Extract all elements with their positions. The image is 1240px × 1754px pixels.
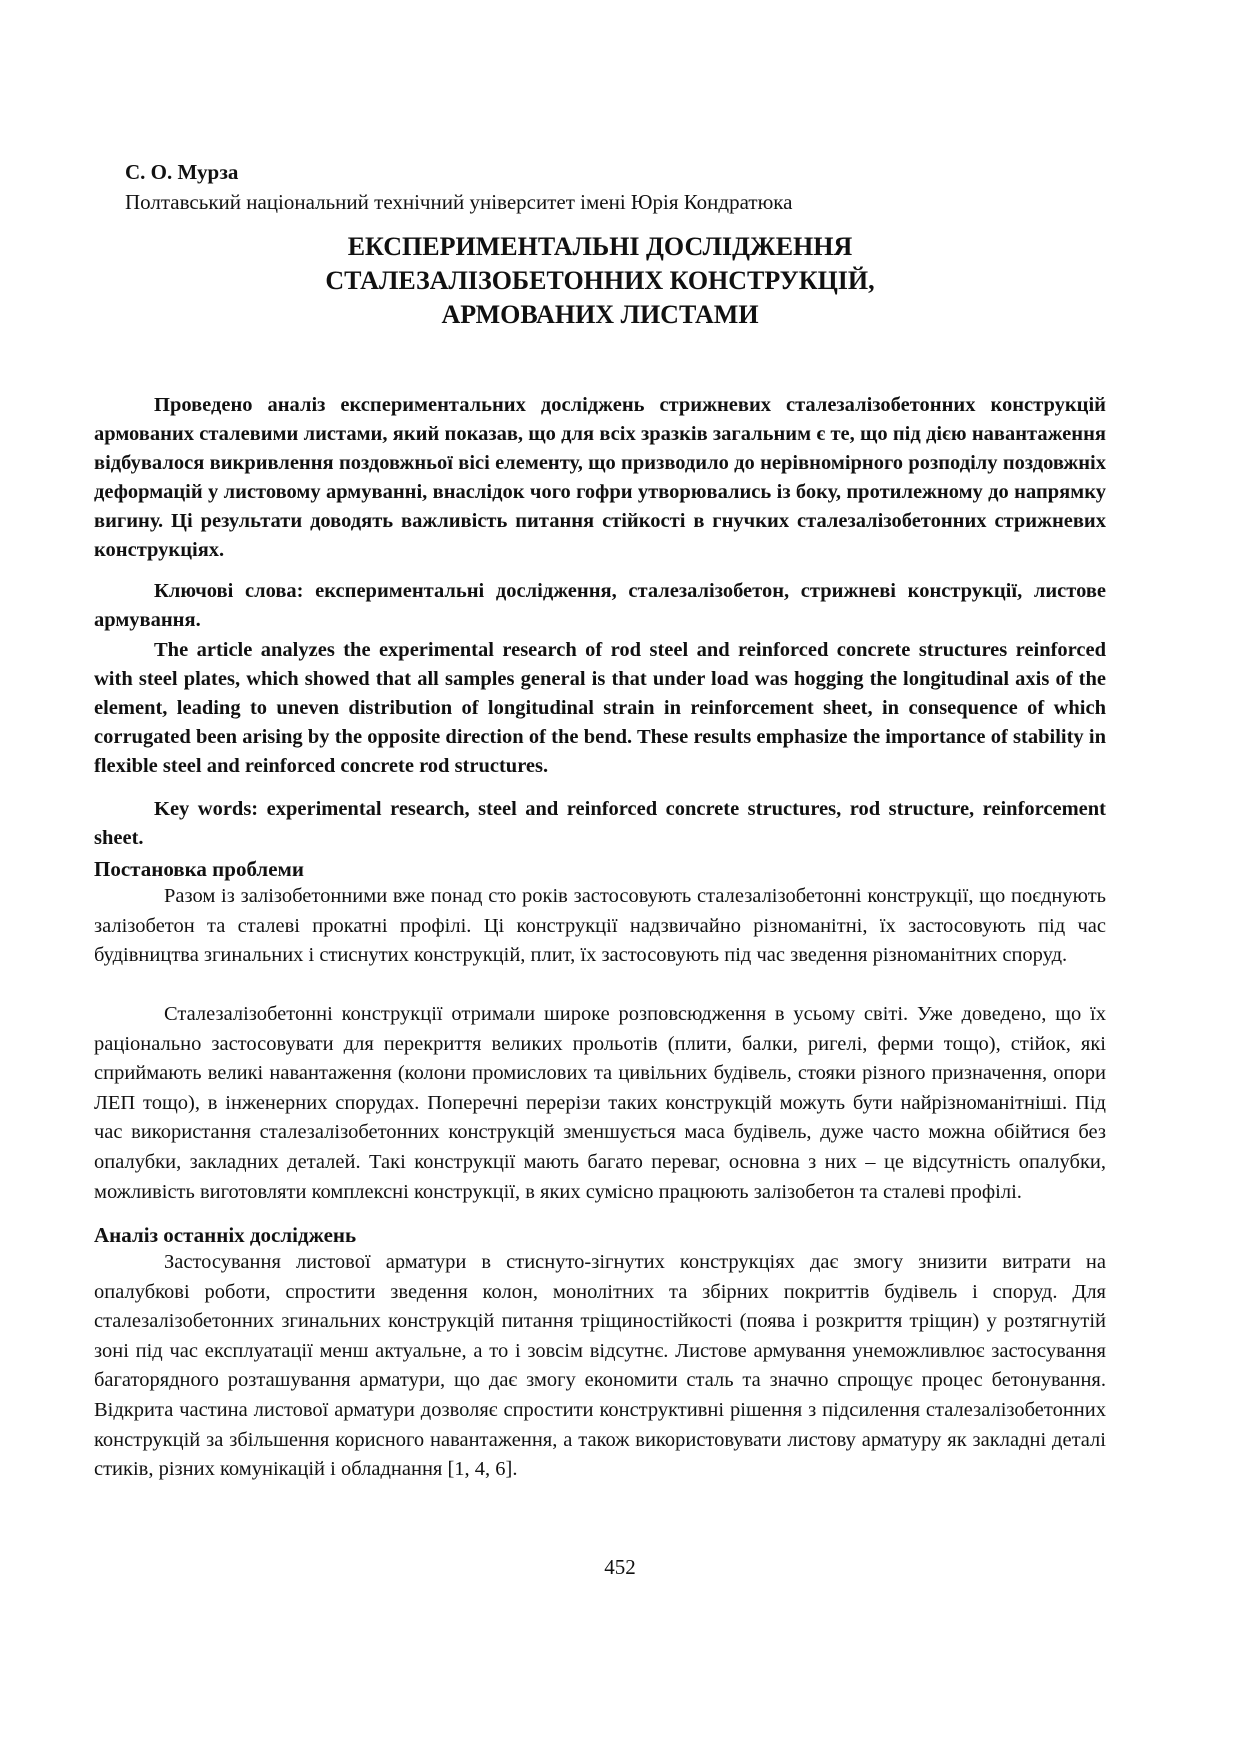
keywords-ukrainian: Ключові слова: експериментальні дослідження, сталезалізобетон, стрижневі конструкції, листове армування. [94, 580, 1106, 631]
abstract-ukrainian: Проведено аналіз експериментальних досліджень стрижневих сталезалізобетонних конструкцій армованих сталевими листами, який показав, що для всіх зразків загальним є те, що під дією навантаження відбувалося викривлення поздовжньої вісі елементу, що призводило до нерівномірного розподілу поздовжніх деформацій у листовому армуванні, внаслідок чого гофри утворювались із боку, протилежному до напрямку вигину. Ці результати доводять важливість питання стійкості в гнучких сталезалізобетонних стрижневих конструкціях. [94, 394, 1106, 561]
section-heading-problem: Постановка проблеми [94, 857, 304, 881]
body-paragraph: Сталезалізобетонні конструкції отримали широке розповсюдження в усьому світі. Уже доведено, що їх раціонально застосовувати для перекриття великих прольотів (плити, балки, ригелі, ферми тощо), стійок, які сприймають великі навантаження (колони промислових та цивільних будівель, стояки різного призначення, опори ЛЕП тощо), в інженерних спорудах. Поперечні перерізи таких конструкцій можуть бути найрізноманітніші. Під час використання сталезалізобетонних конструкцій зменшується маса будівель, дуже часто можна обійтися без опалубки, закладних деталей. Такі конструкції мають багато переваг, основна з них – це відсутність опалубки, можливість виготовляти комплексні конструкції, в яких сумісно працюють залізобетон та сталеві профілі. [94, 1003, 1106, 1203]
paper-title [94, 230, 1106, 332]
body-paragraph: Застосування листової арматури в стиснуто-зігнутих конструкціях дає змогу знизити витрати на опалубкові роботи, спростити зведення колон, монолітних та збірних покриттів будівель і споруд. Для сталезалізобетонних згинальних конструкцій питання тріщиностійкості (поява і розкриття тріщин) у розтягнутій зоні під час експлуатації менш актуальне, а то і зовсім відсутнє. Листове армування унеможливлює застосування багаторядного розташування арматури, що дає змогу економити сталь та значно спрощує процес бетонування. Відкрита частина листової арматури дозволяє спростити конструктивні рішення з підсилення сталезалізобетонних конструкцій за збільшення корисного навантаження, а також використовувати листову арматуру як закладні деталі стиків, різних комунікацій і обладнання [1, 4, 6]. [94, 1251, 1106, 1481]
keywords-english: Key words: experimental research, steel and reinforced concrete structures, rod structure, reinforcement sheet. [94, 798, 1106, 849]
author-name: С. О. Мурза [125, 160, 239, 184]
title-line-1: ЕКСПЕРИМЕНТАЛЬНІ ДОСЛІДЖЕННЯ [347, 232, 853, 261]
abstract-english: The article analyzes the experimental research of rod steel and reinforced concrete structures reinforced with steel plates, which showed that all samples general is that under load was hogging the longitudinal axis of the element, leading to uneven distribution of longitudinal strain in reinforcement sheet, in consequence of which corrugated been arising by the opposite direction of the bend. These results emphasize the importance of stability in flexible steel and reinforced concrete rod structures. [94, 639, 1106, 777]
body-paragraph: Разом із залізобетонними вже понад сто років застосовують сталезалізобетонні конструкції, що поєднують залізобетон та сталеві прокатні профілі. Ці конструкції надзвичайно різноманітні, їх застосовують під час будівництва згинальних і стиснутих конструкцій, плит, їх застосовують під час зведення різноманітних споруд. [94, 885, 1106, 967]
author-affiliation: Полтавський національний технічний університет імені Юрія Кондратюка [125, 190, 793, 214]
section-heading-analysis: Аналіз останніх досліджень [94, 1223, 357, 1247]
page-number: 452 [604, 1555, 636, 1579]
title-line-3: АРМОВАНИХ ЛИСТАМИ [441, 300, 759, 329]
title-line-2: СТАЛЕЗАЛІЗОБЕТОННИХ КОНСТРУКЦІЙ, [325, 266, 875, 295]
